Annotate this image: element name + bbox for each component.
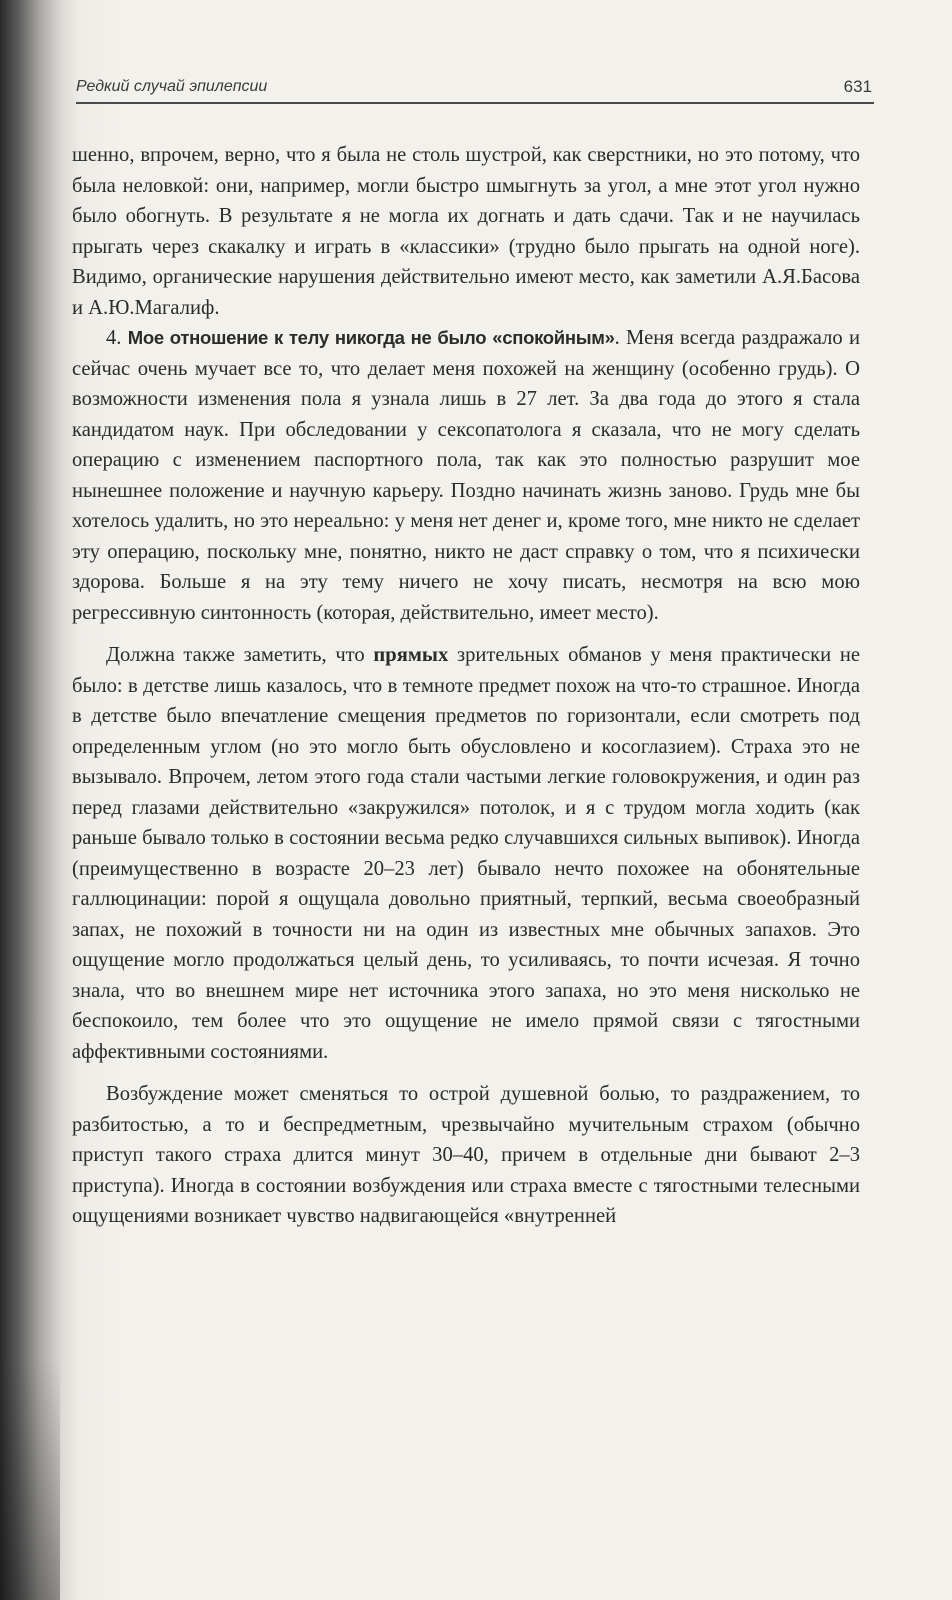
paragraph-3 bbox=[72, 640, 860, 1067]
paragraph-1: шенно, впрочем, верно, что я была не столь шустрой, как сверстники, но это потому, что была неловкой: они, например, могли быстро шмыгнуть за угол, а мне этот угол нужно было обогнуть. В результате я не могла их догнать и дать сдачи. Так и не научилась прыгать через скакалку и играть в «классики» (трудно было прыгать на одной ноге). Видимо, органические нарушения действительно имеют место, как заметили А.Я.Басова и А.Ю.Магалиф. bbox=[72, 144, 860, 319]
body-text bbox=[72, 140, 860, 1232]
paragraph-3-emphasis: прямых bbox=[373, 644, 449, 666]
paragraph-2-number: 4. bbox=[106, 327, 128, 349]
paragraph-4: Возбуждение может сменяться то острой душевной болью, то раздражением, то разбитостью, а то и беспредметным, чрезвычайно мучительным страхом (обычно приступ такого страха длится минут 30–40, причем в отдельные дни бывают 2–3 приступа). Иногда в состоянии возбуждения или страха вместе с тягостными телесными ощущениями возникает чувство надвигающейся «внутренней bbox=[72, 1083, 860, 1227]
paragraph-2-text: . Меня всегда раздражало и сейчас очень мучает все то, что делает меня похожей на женщину (особенно грудь). О возможности изменения пола я узнала лишь в 27 лет. За два года до этого я стала кандидатом наук. При обследовании у сексопатолога я сказала, что не могу сделать операцию с изменением паспортного пола, так как это полностью разрушит мое нынешнее положение и научную карьеру. Поздно начинать жизнь заново. Грудь мне бы хотелось удалить, но это нереально: у меня нет денег и, кроме того, мне никто не сделает эту операцию, поскольку мне, понятно, никто не даст справку о том, что я психически здорова. Больше я на эту тему ничего не хочу писать, несмотря на всю мою регрессивную синтонность (которая, действительно, имеет место). bbox=[72, 327, 860, 624]
page-number: 631 bbox=[843, 77, 872, 96]
page-binding-shadow bbox=[0, 0, 60, 1600]
paragraph-2-heading: Мое отношение к телу никогда не было «спокойным» bbox=[127, 327, 615, 348]
paragraph-3-rest: зрительных обманов у меня практически не было: в детстве лишь казалось, что в темноте предмет похож на что-то страшное. Иногда в детстве было впечатление смещения предметов по горизонтали, если смотреть под определенным углом (но это могло быть обусловлено и косоглазием). Страха это не вызывало. Впрочем, летом этого года стали частыми легкие головокружения, и один раз перед глазами действительно «закружился» потолок, и я с трудом могла ходить (как раньше бывало только в состоянии весьма редко случавшихся сильных выпивок). Иногда (преимущественно в возрасте 20–23 лет) бывало нечто похожее на обонятельные галлюцинации: порой я ощущала довольно приятный, терпкий, весьма своеобразный запах, не похожий в точности ни на один из известных мне обычных запахов. Это ощущение могло продолжаться целый день, то усиливаясь, то почти исчезая. Я точно знала, что во внешнем мире нет источника этого запаха, но это меня нисколько не беспокоило, тем более что это ощущение не имело прямой связи с тягостными аффективными состояниями. bbox=[72, 644, 861, 1063]
paragraph-2 bbox=[72, 323, 860, 628]
page-header bbox=[76, 76, 874, 104]
paragraph-3-start: Должна также заметить, что bbox=[106, 644, 374, 666]
running-title: Редкий случай эпилепсии bbox=[76, 78, 268, 95]
